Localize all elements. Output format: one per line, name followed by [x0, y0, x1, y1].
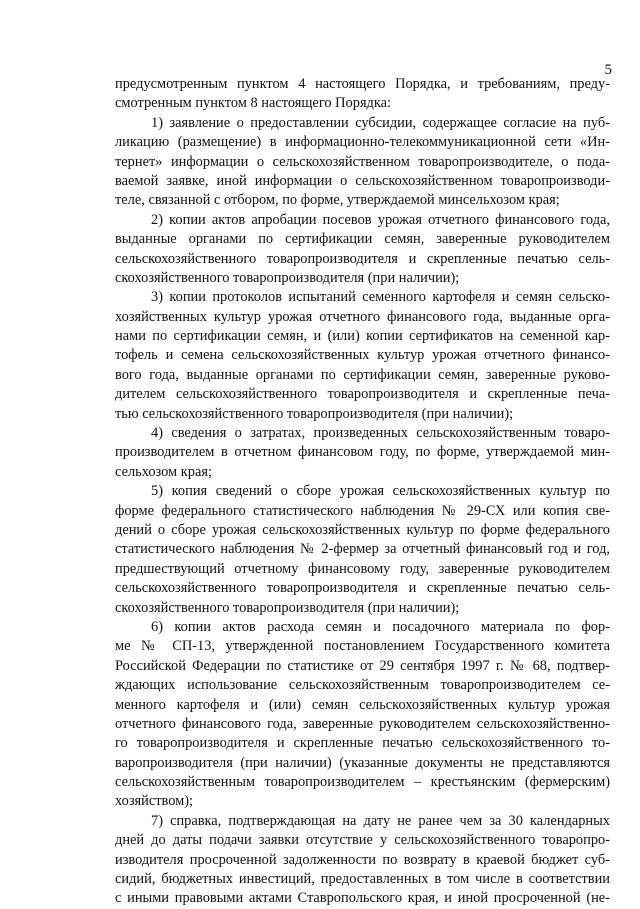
text-line: ликацию (размещение) в информационно-телекоммуникационной сети «Ин-: [115, 134, 610, 151]
text-line: 7) справка, подтверждающая на дату не ранее чем за 30 календарных: [151, 812, 610, 829]
text-line: варопроизводителя (при наличии) (указанные документы не представляются: [115, 754, 610, 771]
text-line: нами по сертификации семян, и (или) копии сертификатов на семенной кар-: [115, 328, 610, 345]
text-line: форме федерального статистического наблюдения № 29-СХ или копия све-: [115, 502, 610, 519]
text-line: сельскохозяйственного товаропроизводителя и скрепленные печатью сель-: [115, 250, 610, 267]
text-line: тью сельскохозяйственного товаропроизводителя (при наличии);: [115, 405, 514, 422]
text-line: теле, связанной с отбором, по форме, утверждаемой минсельхозом края;: [115, 192, 560, 209]
text-line: статистического наблюдения № 2-фермер за отчетный финансовый год и год,: [115, 541, 610, 558]
text-line: ваемой заявке, иной информации о сельскохозяйственном товаропроизводи-: [115, 172, 610, 189]
text-line: скохозяйственного товаропроизводителя (при наличии);: [115, 599, 460, 616]
text-line: 5) копия сведений о сборе урожая сельскохозяйственных культур по: [151, 483, 610, 500]
text-line: 1) заявление о предоставлении субсидии, содержащее согласие на пуб-: [151, 114, 610, 131]
text-line: сельскохозяйственного товаропроизводителя и скрепленные печатью сель-: [115, 580, 610, 597]
text-line: хозяйством);: [115, 793, 194, 810]
text-line: смотренным пунктом 8 настоящего Порядка:: [115, 95, 392, 112]
text-line: тофель и семена сельскохозяйственных культур урожая отчетного финансо-: [115, 347, 610, 364]
text-line: 6) копии актов расхода семян и посадочного материала по фор-: [151, 618, 610, 635]
text-line: сельхозом края;: [115, 463, 212, 480]
text-line: 3) копии протоколов испытаний семенного картофеля и семян сельско-: [151, 289, 610, 306]
text-line: 2) копии актов апробации посевов урожая отчетного финансового года,: [151, 211, 610, 228]
text-line: сидий, бюджетных инвестиций, предоставленных в том числе в соответствии: [115, 871, 610, 888]
page-number: 5: [604, 62, 612, 78]
text-line: скохозяйственного товаропроизводителя (при наличии);: [115, 269, 460, 286]
text-line: с иными правовыми актами Ставропольского края, и иной просроченной (не-: [115, 890, 610, 907]
text-line: предшествующий отчетному финансовому году, заверенные руководителем: [115, 560, 610, 577]
text-line: вого года, выданные органами по сертификации семян, заверенные руково-: [115, 366, 610, 383]
text-line: производителем в отчетном финансовом году, по форме, утверждаемой мин-: [115, 444, 610, 461]
text-line: го товаропроизводителя и скрепленные печатью сельскохозяйственного то-: [115, 735, 610, 752]
text-line: тернет» информации о сельскохозяйственном товаропроизводителе, о пода-: [115, 153, 610, 170]
text-line: ждающих использование сельскохозяйственным товаропроизводителем се-: [115, 677, 610, 694]
text-line: Российской Федерации по статистике от 29 сентября 1997 г. № 68, подтвер-: [115, 657, 610, 674]
text-line: дителем сельскохозяйственного товаропроизводителя и скрепленные печа-: [115, 386, 610, 403]
body-text: [115, 75, 610, 909]
text-line: менного картофеля и (или) семян сельскохозяйственных культур урожая: [115, 696, 610, 713]
text-line: дней до даты подачи заявки отсутствие у сельскохозяйственного товаропро-: [115, 832, 610, 849]
text-line: 4) сведения о затратах, произведенных сельскохозяйственным товаро-: [151, 425, 610, 442]
text-line: сельскохозяйственным товаропроизводителем – крестьянским (фермерским): [115, 774, 610, 791]
text-line: изводителя просроченной задолженности по возврату в краевой бюджет суб-: [115, 851, 610, 868]
text-line: ме № СП-13, утвержденной постановлением Государственного комитета: [115, 638, 610, 655]
text-line: предусмотренным пунктом 4 настоящего Порядка, и требованиям, преду-: [115, 76, 610, 92]
text-line: выданные органами по сертификации семян, заверенные руководителем: [115, 231, 610, 248]
text-line: дений о сборе урожая сельскохозяйственных культур по форме федерального: [115, 521, 610, 538]
text-line: хозяйственных культур урожая отчетного финансового года, выданные орга-: [115, 308, 610, 325]
text-line: отчетного финансового года, заверенные руководителем сельскохозяйственно-: [115, 715, 610, 732]
